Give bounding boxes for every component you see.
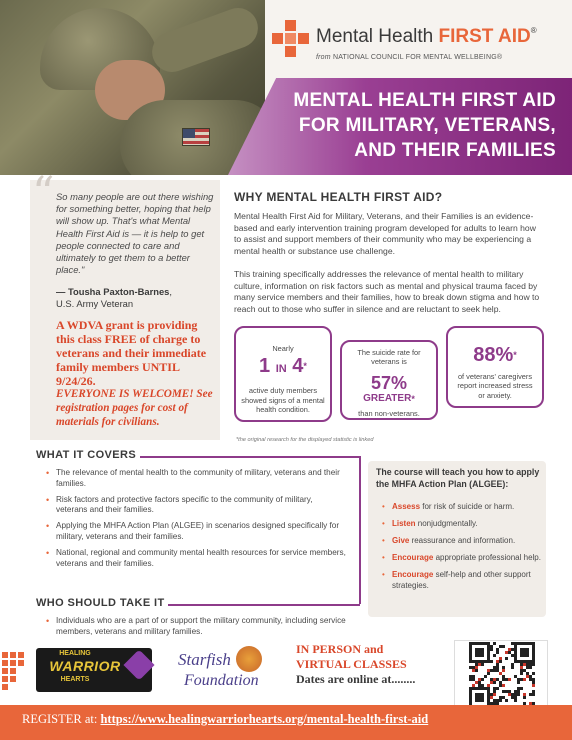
qr-code-icon[interactable] bbox=[454, 640, 548, 708]
list-item: • Applying the MHFA Action Plan (ALGEE) in scenarios designed specifically for military, veterans and their families. bbox=[46, 521, 346, 543]
stat-card-suicide-rate: The suicide rate for veterans is 57% GREATER* than non-veterans. bbox=[340, 340, 438, 420]
logo-text: HEALING bbox=[59, 650, 91, 657]
section-rule-vertical bbox=[359, 456, 361, 604]
list-item: • Assess for risk of suicide or harm. bbox=[382, 502, 542, 513]
who-list bbox=[46, 616, 346, 643]
hero-header bbox=[0, 0, 572, 175]
starfish-logo-text: Starfish bbox=[178, 650, 231, 669]
qr-code-graphic bbox=[455, 641, 549, 709]
quote-mark-icon: “ bbox=[32, 168, 55, 219]
stats-row bbox=[234, 326, 544, 426]
list-item: • Encourage self-help and other support strategies. bbox=[382, 570, 542, 591]
section-rule bbox=[168, 604, 360, 606]
starfish-star-icon bbox=[236, 646, 262, 672]
logo-title: Mental Health FIRST AID® bbox=[316, 26, 537, 47]
class-info: IN PERSON and VIRTUAL CLASSES Dates are online at........ bbox=[296, 642, 416, 686]
list-item: • Individuals who are a part of or support the military community, including service members, veterans and military families. bbox=[46, 616, 346, 638]
logo-text: WARRIOR bbox=[49, 658, 121, 674]
who-should-take-it-heading: WHO SHOULD TAKE IT bbox=[36, 597, 165, 609]
stat-card-active-duty: Nearly 1 IN 4* active duty members showed signs of a mental health condition. bbox=[234, 326, 332, 422]
us-flag-patch-icon bbox=[182, 128, 210, 146]
testimonial-quote: So many people are out there wishing for something better, hoping that help will show up. That's what Mental Health First Aid is — it is help to get people connected to care and ultimately to get them to a better place." bbox=[56, 191, 214, 276]
saluting-soldier-photo bbox=[0, 0, 265, 175]
stat-card-caregivers: 88%* of veterans' caregivers report increased stress or anxiety. bbox=[446, 326, 544, 408]
logo-text: HEARTS bbox=[60, 676, 90, 683]
register-line: REGISTER at: https://www.healingwarriorhearts.org/mental-health-first-aid bbox=[22, 712, 429, 726]
why-paragraph-2: This training specifically addresses the relevance of mental health to military culture, information on risk factors such as mental and physical trauma faced by many service members and their families, how to break down stigma and how to reach out to those who suffer in silence and are reluctant to seek help. bbox=[234, 269, 540, 314]
register-link[interactable]: https://www.healingwarriorhearts.org/mental-health-first-aid bbox=[100, 712, 429, 726]
list-item: • Give reassurance and information. bbox=[382, 536, 542, 547]
why-heading: WHY MENTAL HEALTH FIRST AID? bbox=[234, 190, 443, 204]
algee-heading: The course will teach you how to apply the MHFA Action Plan (ALGEE): bbox=[376, 467, 540, 489]
welcome-notice: EVERYONE IS WELCOME! See registration pages for cost of materials for civilians. bbox=[56, 388, 213, 428]
starfish-logo-text: Foundation bbox=[184, 672, 259, 689]
quote-author: — Tousha Paxton-Barnes, U.S. Army Veteran bbox=[56, 286, 172, 309]
list-item: • Listen nonjudgmentally. bbox=[382, 519, 542, 530]
list-item: • Encourage appropriate professional help. bbox=[382, 553, 542, 564]
mhfa-logo bbox=[272, 20, 562, 70]
list-item: • The relevance of mental health to the community of military, veterans and their families. bbox=[46, 468, 346, 490]
section-rule bbox=[140, 456, 360, 458]
page-title: MENTAL HEALTH FIRST AID FOR MILITARY, VETERANS, AND THEIR FAMILIES bbox=[293, 90, 556, 161]
list-item: • National, regional and community mental health resources for service members, veterans and their families. bbox=[46, 548, 346, 570]
algee-list bbox=[382, 502, 542, 598]
list-item: • Risk factors and protective factors specific to the community of military, veterans and their families. bbox=[46, 495, 346, 517]
what-it-covers-heading: WHAT IT COVERS bbox=[36, 449, 137, 461]
covers-list bbox=[46, 468, 346, 574]
why-paragraph-1: Mental Health First Aid for Military, Veterans, and their Families is an evidence-based and early intervention training program developed for adults to learn how to assist and support members of their community who may be experiencing a mental health or substance use challenge. bbox=[234, 211, 536, 256]
grant-notice: A WDVA grant is providing this class FREE of charge to veterans and their immediate family members UNTIL 9/24/26. bbox=[56, 318, 207, 388]
plus-cross-logo-icon bbox=[272, 20, 310, 58]
logo-subtitle: from NATIONAL COUNCIL FOR MENTAL WELLBEING® bbox=[316, 54, 503, 61]
stats-footnote: *the original research for the displayed statistic is linked bbox=[236, 437, 374, 443]
